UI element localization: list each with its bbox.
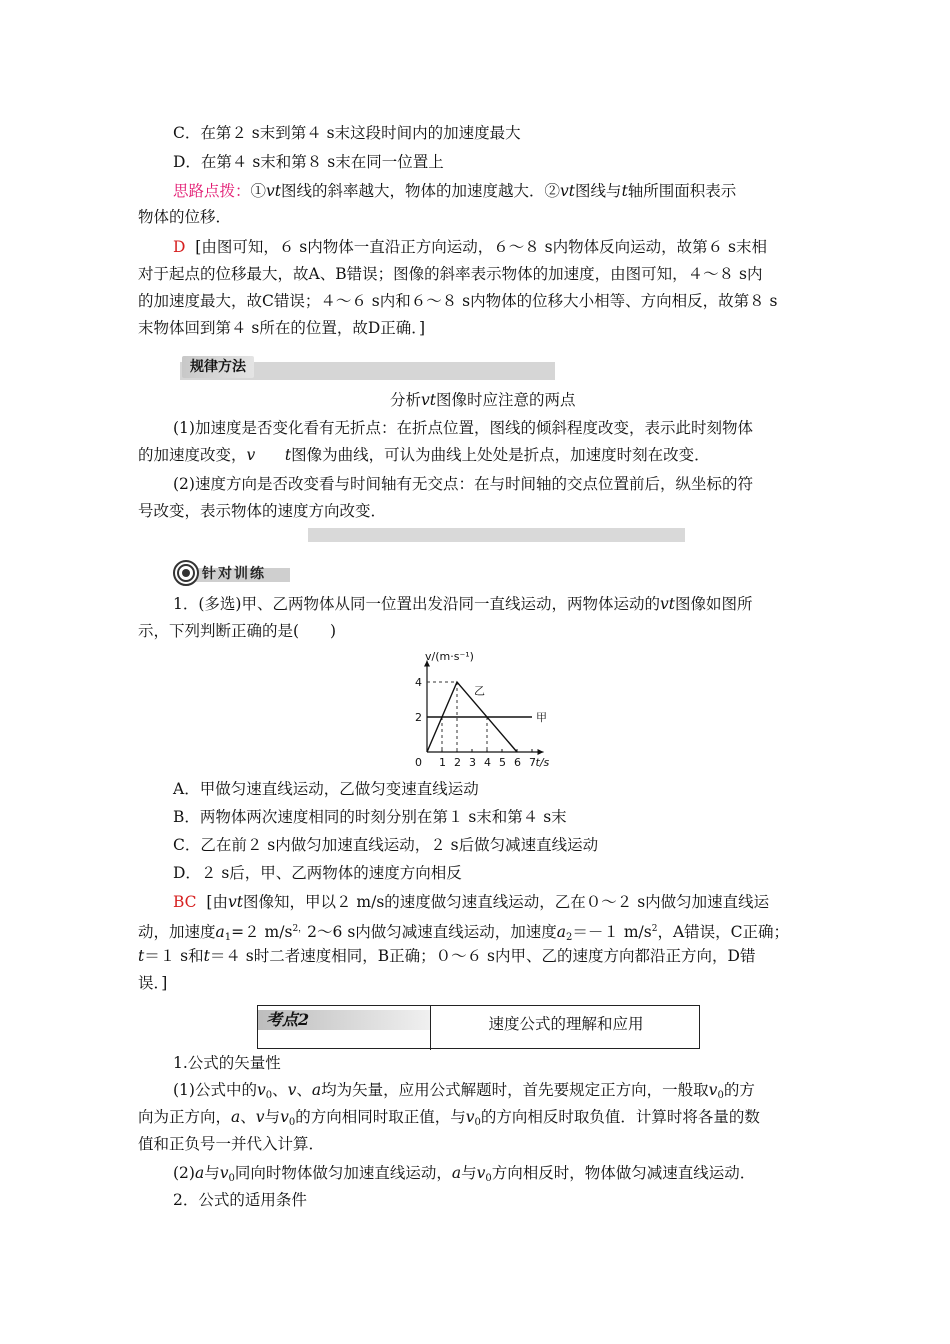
formula-text: 、 <box>240 1108 256 1126</box>
method-p1-t: t <box>284 446 292 464</box>
formula-text: 、 <box>272 1081 288 1099</box>
answer-line-1 <box>173 237 767 257</box>
formula-text: 均为矢量，应用公式解题时，首先要规定正方向，一般取 <box>321 1081 709 1099</box>
formula-v: v <box>708 1081 718 1099</box>
y-tick-label: 2 <box>415 711 422 724</box>
origin-label: 0 <box>415 756 422 769</box>
train-answer-sup: 2， <box>292 924 308 934</box>
formula-v: v <box>219 1164 229 1182</box>
train-answer-line-1 <box>173 892 769 912</box>
question-vt: vt <box>659 595 675 613</box>
formula-v: v <box>465 1108 475 1126</box>
series-label-jia: 甲 <box>536 711 547 724</box>
train-answer-a: a <box>215 923 225 941</box>
hint-text: 轴所围面积表示 <box>627 182 737 200</box>
formula-a: a <box>194 1164 205 1182</box>
question-line-2: 示，下列判断正确的是( ) <box>138 622 337 640</box>
formula-text: 方向相反时，物体做匀减速直线运动． <box>491 1164 756 1182</box>
hint-vt-2: vt <box>560 182 576 200</box>
formula-text: 同向时物体做匀加速直线运动， <box>234 1164 452 1182</box>
hint-t: t <box>621 182 628 200</box>
question-text: 1．(多选)甲、乙两物体从同一位置出发沿同一直线运动，两物体运动的 <box>173 595 660 613</box>
formula-text: 的方向相反时取负值．计算时将各量的数 <box>480 1108 760 1126</box>
method-p2-line-2: 号改变，表示物体的速度方向改变． <box>138 502 387 520</box>
train-option-c: C．乙在前２ s内做匀加速直线运动，２ s后做匀减速直线运动 <box>173 836 599 854</box>
question-line-1 <box>173 594 752 614</box>
formula-sub: 0 <box>717 1090 724 1101</box>
formula-v: v <box>280 1108 289 1126</box>
formula-text: (2) <box>173 1164 195 1182</box>
method-title-vt: vt <box>421 391 437 409</box>
formula-a: a <box>311 1081 322 1099</box>
answer-line-4: 末物体回到第４ s所在的位置，故D正确．] <box>138 319 426 337</box>
x-axis-arrow <box>538 749 544 755</box>
formula-text: 的方向相同时取正值，与 <box>295 1108 466 1126</box>
method-title-text: 分析 <box>390 391 422 409</box>
method-p1-v: v <box>246 446 256 464</box>
answer-letter: D <box>173 238 186 256</box>
formula-p2 <box>173 1163 755 1189</box>
answer-line-2: 对于起点的位移最大，故A、B错误；图像的斜率表示物体的加速度，由图可知，４～８ s内 <box>138 265 763 283</box>
y-axis-label: v/(m·s⁻¹) <box>425 650 474 663</box>
formula-text: 的方 <box>723 1081 755 1099</box>
method-p1-text: 的加速度改变， <box>138 446 247 464</box>
target-icon <box>172 559 200 587</box>
train-answer-text: ＝－１ m/s <box>572 923 652 941</box>
hint-line-1 <box>173 181 736 201</box>
x-tick-label: 4 <box>484 756 491 769</box>
hint-label: 思路点拨： <box>173 182 251 200</box>
kaodian-box <box>257 1005 700 1049</box>
formula-p1-line-1 <box>173 1080 755 1106</box>
train-option-b: B．两物体两次速度相同的时刻分别在第１ s末和第４ s末 <box>173 808 567 826</box>
hint-line-2: 物体的位移． <box>138 208 232 226</box>
train-answer-text: [由 <box>206 893 228 911</box>
method-banner-label: 规律方法 <box>190 359 246 375</box>
method-end-bar <box>308 528 685 542</box>
train-answer-line-4: 误．] <box>138 974 168 992</box>
train-answer-text: ＝４ s时二者速度相同，B正确；０～６ s内甲、乙的速度方向都沿正方向，D错 <box>209 947 756 965</box>
option-c: C．在第２ s末到第４ s末这段时间内的加速度最大 <box>173 124 521 142</box>
method-p1-line-1: (1)加速度是否变化看有无折点：在折点位置，图线的倾斜程度改变，表示此时刻物体 <box>173 419 753 437</box>
train-option-a: A．甲做匀速直线运动，乙做匀变速直线运动 <box>173 780 479 798</box>
train-answer-line-3 <box>138 946 755 966</box>
train-answer-sub: 2 <box>566 932 573 943</box>
formula-sub: 0 <box>485 1173 492 1184</box>
train-answer-line-2 <box>138 919 789 948</box>
formula-text: 与 <box>204 1164 220 1182</box>
x-tick-label: 7 <box>529 756 536 769</box>
formula-sub: 0 <box>265 1090 273 1101</box>
formula-v: v <box>255 1108 265 1126</box>
train-answer-text: ＝１ s和 <box>144 947 204 965</box>
x-tick-label: 6 <box>514 756 521 769</box>
hint-text: ① <box>250 182 267 200</box>
formula-sub: 0 <box>474 1117 481 1128</box>
train-answer-vt: vt <box>227 893 243 911</box>
series-label-yi: 乙 <box>474 684 485 698</box>
x-tick-label: 3 <box>469 756 476 769</box>
training-banner-label: 针对训练 <box>202 566 266 582</box>
formula-sub: 0 <box>228 1173 235 1184</box>
train-answer-text: 图像知，甲以２ m/s的速度做匀速直线运动，乙在０～２ s内做匀加速直线运 <box>242 893 770 911</box>
x-tick-label: 1 <box>439 756 446 769</box>
train-answer-t: t <box>138 947 145 965</box>
formula-a: a <box>231 1108 241 1126</box>
option-d: D．在第４ s末和第８ s末在同一位置上 <box>173 153 444 171</box>
x-axis-label: t/s <box>535 756 550 769</box>
hint-vt-1: vt <box>266 182 282 200</box>
method-p1-line-2 <box>138 445 710 465</box>
hint-text: 图线的斜率越大，物体的加速度越大．② <box>281 182 561 200</box>
method-p2-line-1: (2)速度方向是否改变看与时间轴有无交点：在与时间轴的交点位置前后，纵坐标的符 <box>173 475 753 493</box>
answer-text: [由图可知，６ s内物体一直沿正方向运动，６～８ s内物体反向运动，故第６ s末相 <box>195 238 767 256</box>
train-option-d: D．２ s后，甲、乙两物体的速度方向相反 <box>173 864 462 882</box>
train-answer-sup: 2 <box>651 924 658 934</box>
method-title-text: 图像时应注意的两点 <box>436 391 576 409</box>
x-tick-label: 5 <box>499 756 506 769</box>
train-answer-sub: 1 <box>224 932 232 943</box>
formula-v: v <box>287 1081 297 1099</box>
vt-chart <box>395 645 585 773</box>
formula-p1-line-2 <box>138 1107 760 1133</box>
formula-h1: 1.公式的矢量性 <box>173 1054 281 1072</box>
formula-text: 与 <box>461 1164 477 1182</box>
formula-text: 与 <box>264 1108 281 1126</box>
method-banner-tag <box>182 356 254 378</box>
kaodian-title: 速度公式的理解和应用 <box>488 1015 644 1033</box>
train-answer-text: 2～6 s内做匀减速直线运动，加速度 <box>307 923 557 941</box>
y-tick-label: 4 <box>415 676 422 689</box>
train-answer-text: 动，加速度 <box>138 923 216 941</box>
formula-a: a <box>451 1164 462 1182</box>
formula-text: 向为正方向， <box>138 1108 232 1126</box>
question-text: 图像如图所 <box>674 595 753 613</box>
formula-sub: 0 <box>288 1117 296 1128</box>
answer-line-3: 的加速度最大，故C错误；４～６ s内和６～８ s内物体的位移大小相等、方向相反，故第８ s <box>138 292 778 310</box>
formula-v: v <box>476 1164 486 1182</box>
formula-v: v <box>256 1081 266 1099</box>
hint-text: 图线与 <box>575 182 622 200</box>
method-title <box>390 390 576 410</box>
formula-text: (1)公式中的 <box>173 1081 257 1099</box>
train-answer-text: =２ m/s <box>231 923 293 941</box>
x-tick-label: 2 <box>454 756 461 769</box>
formula-text: 、 <box>296 1081 312 1099</box>
train-answer-letter: BC <box>173 893 197 911</box>
train-answer-a: a <box>556 923 567 941</box>
method-p1-text: 图像为曲线，可认为曲线上处处是折点，加速度时刻在改变． <box>291 446 710 464</box>
formula-p1-line-3: 值和正负号一并代入计算． <box>138 1135 325 1153</box>
formula-h2: 2．公式的适用条件 <box>173 1191 307 1209</box>
kaodian-tag: 考点2 <box>258 1010 430 1030</box>
train-answer-t: t <box>203 947 210 965</box>
train-answer-text: ，A错误，C正确； <box>657 923 790 941</box>
